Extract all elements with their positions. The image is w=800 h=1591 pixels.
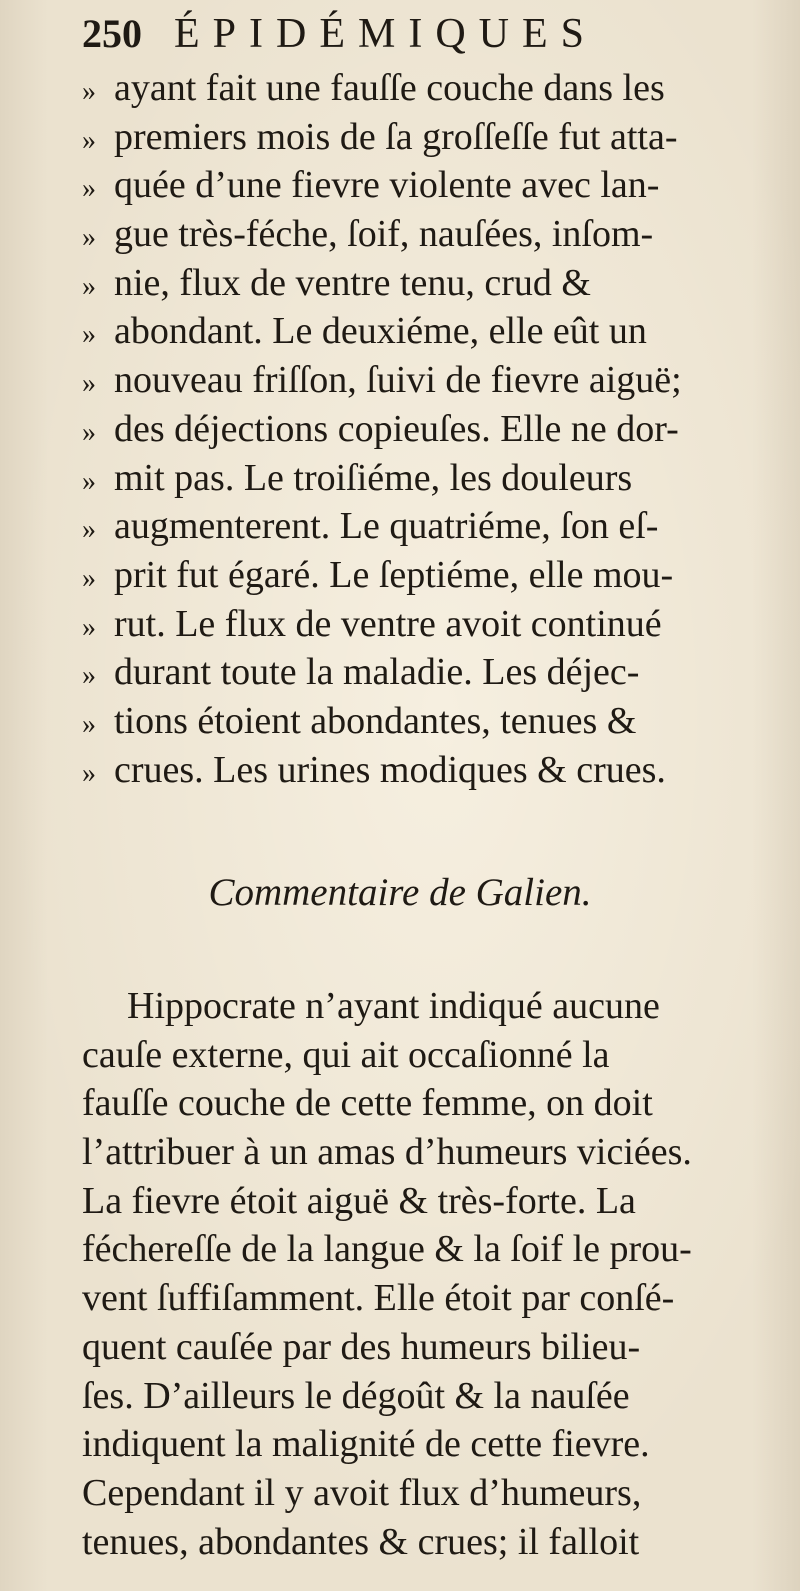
quote-line-text: durant toute la maladie. Les déjec- xyxy=(114,651,640,694)
quote-line-text: ayant fait une fauſſe couche dans les xyxy=(114,67,665,109)
text-line: l’attribuer à un amas d’humeurs viciées. xyxy=(82,1131,692,1174)
quote-mark: » xyxy=(82,368,96,400)
quote-line xyxy=(82,358,782,407)
quote-mark: » xyxy=(82,708,96,740)
quote-line-text: nie, flux de ventre tenu, crud & xyxy=(114,261,591,304)
quote-line xyxy=(82,650,782,699)
quote-line-text: nouveau friſſon, ſuivi de fievre aiguë; xyxy=(114,359,682,402)
text-line: La fievre étoit aiguë & très-forte. La xyxy=(82,1179,636,1222)
quoted-passage xyxy=(82,66,782,796)
quote-line-text: mit pas. Le troiſiéme, les douleurs xyxy=(114,456,633,499)
quote-line-text: gue très-féche, ſoif, nauſées, inſom- xyxy=(114,213,654,256)
page-header xyxy=(82,10,597,70)
text-line: fauſſe couche de cette femme, on doit xyxy=(82,1082,653,1125)
quote-line xyxy=(82,261,782,310)
quote-mark: » xyxy=(82,465,96,497)
quote-line xyxy=(82,115,782,164)
quote-line xyxy=(82,504,782,553)
quote-line-text: quée d’une fievre violente avec lan- xyxy=(114,164,660,207)
quote-mark: » xyxy=(82,562,96,594)
quote-line-text: abondant. Le deuxiéme, elle eût un xyxy=(114,310,647,353)
text-line: indiquent la malignité de cette fievre. xyxy=(82,1423,650,1466)
text-line: féchereſſe de la langue & la ſoif le prou- xyxy=(82,1228,692,1271)
quote-line xyxy=(82,699,782,748)
quote-line xyxy=(82,553,782,602)
text-line: tenues, abondantes & crues; il falloit xyxy=(82,1520,640,1563)
quote-line-text: premiers mois de ſa groſſeſſe fut atta- xyxy=(114,115,678,158)
quote-line xyxy=(82,309,782,358)
page-number: 250 xyxy=(82,11,142,56)
quote-mark: » xyxy=(82,514,96,546)
quote-mark: » xyxy=(82,757,96,789)
quote-line-text: crues. Les urines modiques & crues. xyxy=(114,748,666,791)
section-heading: Commentaire de Galien. xyxy=(208,871,592,914)
quote-mark: » xyxy=(82,173,96,205)
quote-line xyxy=(82,407,782,456)
running-title: ÉPIDÉMIQUES xyxy=(174,11,597,57)
quote-line-text: tions étoient abondantes, tenues & xyxy=(114,699,637,742)
text-line: Hippocrate n’ayant indiqué aucune xyxy=(127,985,660,1027)
text-line: quent cauſée par des humeurs bilieu- xyxy=(82,1325,641,1368)
quote-line-text: prit fut égaré. Le ſeptiéme, elle mou- xyxy=(114,553,674,596)
quote-mark: » xyxy=(82,416,96,448)
quote-mark: » xyxy=(82,76,96,107)
quote-mark: » xyxy=(82,611,96,643)
quote-line xyxy=(82,456,782,505)
quote-line-text: rut. Le flux de ventre avoit continué xyxy=(114,602,662,645)
quote-line xyxy=(82,212,782,261)
text-line: vent ſuffiſamment. Elle étoit par conſé- xyxy=(82,1277,675,1320)
quote-mark: » xyxy=(82,124,96,156)
text-line: cauſe externe, qui ait occaſionné la xyxy=(82,1033,610,1076)
quote-mark: » xyxy=(82,319,96,351)
quote-mark: » xyxy=(82,222,96,254)
quote-line xyxy=(82,66,782,115)
quote-line-text: des déjections copieuſes. Elle ne dor- xyxy=(114,407,679,450)
commentary-paragraph xyxy=(82,984,782,1568)
quote-line xyxy=(82,602,782,651)
quote-line xyxy=(82,163,782,212)
quote-line-text: augmenterent. Le quatriéme, ſon eſ- xyxy=(114,505,659,548)
quote-mark: » xyxy=(82,660,96,692)
quote-line xyxy=(82,748,782,797)
text-line: ſes. D’ailleurs le dégoût & la nauſée xyxy=(82,1374,630,1417)
text-line: Cependant il y avoit flux d’humeurs, xyxy=(82,1471,642,1514)
quote-mark: » xyxy=(82,270,96,302)
